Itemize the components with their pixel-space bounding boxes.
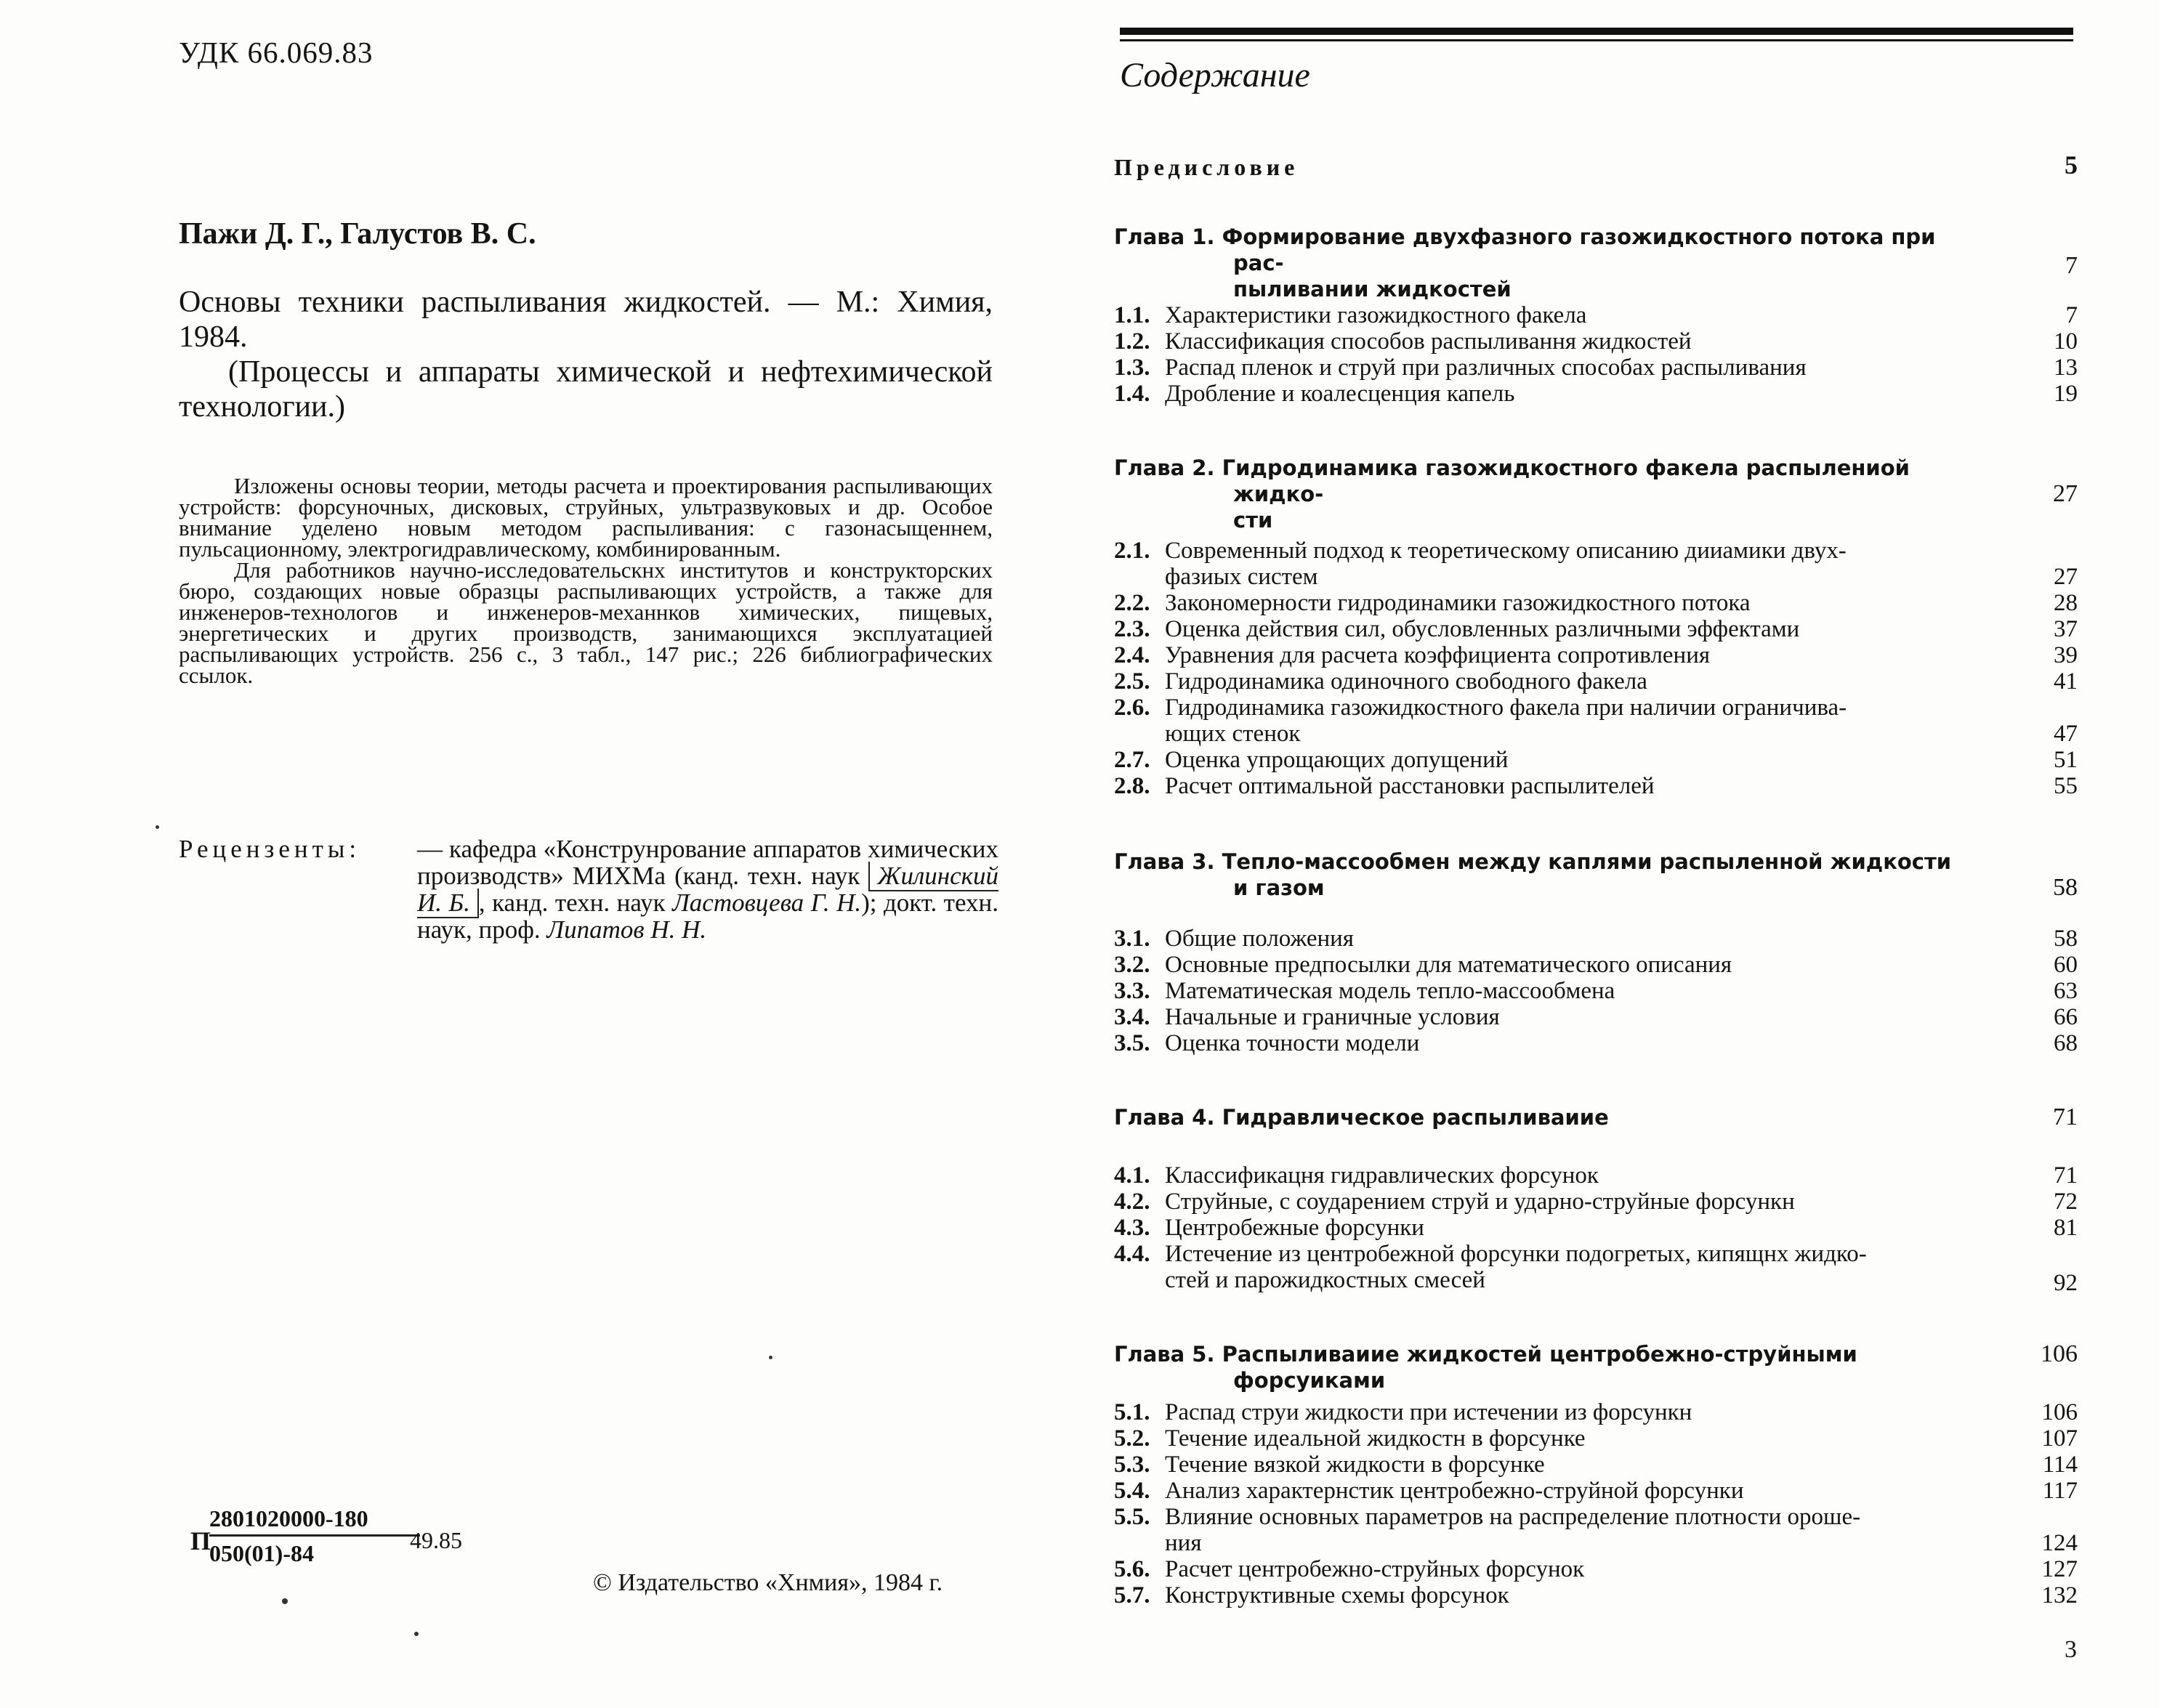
contents-title: Содержание [1120,56,1310,94]
reviewers-text [417,835,998,943]
section-page: 71 [2054,1162,2078,1189]
section-title: Центробежные форсунки [1165,1215,1424,1241]
section-page: 117 [2042,1478,2078,1504]
section-number: 5.2. [1114,1425,1150,1452]
section-number: 1.4. [1114,381,1150,407]
index-code-fraction-line [209,1534,420,1537]
section-page: 124 [2041,1530,2078,1556]
section-page: 39 [2054,642,2078,668]
section-title: Оценка действия сил, обусловленных различными эффектами [1165,616,1800,642]
section-title: Расчет центробежно-струйных форсунок [1165,1556,1585,1582]
abstract [179,475,993,686]
section-page: 41 [2054,668,2078,695]
chapter-title-first: Тепло-массообмен между каплями распыленной жидкости [1222,849,1952,874]
section-title: Математическая модель тепло-массообмена [1165,978,1615,1004]
section-title: Уравнения для расчета коэффициента сопротивления [1165,642,1711,668]
left-page [0,0,1079,1708]
section-number: 3.2. [1114,952,1150,978]
scan-speck [769,1356,772,1359]
section-title-first: Современный подход к теоретическому описанию дииамики двух- [1165,538,1847,564]
section-title: Распад струи жидкости при истечении из форсункн [1165,1399,1692,1425]
section-title: Течение вязкой жидкости в форсунке [1165,1452,1545,1478]
section-title: Струйные, с соударением струй и ударно-струйные форсункн [1165,1189,1795,1215]
scan-speck [282,1598,288,1604]
section-title-rest: фазиых систем [1165,564,1318,590]
chapter-head: Глава 5. [1114,1342,1215,1367]
section-page: 72 [2054,1189,2078,1215]
section-title: Основные предпосылки для математического описания [1165,952,1732,978]
abstract-paragraph-1: Изложены основы теории, методы расчета и проектирования распыливающих устройств: форсуночных, дисковых, струйных, ультразвуковых и др. Особое внимание уделено новым методом распыливания: с газонасыщеннем, пульсационному, электрогидравлическому, комбинированным. [179,473,993,562]
chapter-title [1114,1104,1993,1130]
top-rule-thick [1120,28,2073,35]
section-page: 37 [2054,616,2078,642]
section-number: 1.2. [1114,328,1150,355]
section-title: Течение идеальной жидкостн в форсунке [1165,1425,1586,1452]
index-code-prefix: П [190,1526,211,1555]
section-title: Начальные и граничные условия [1165,1004,1500,1030]
publisher-copyright: © Издательство «Хнмия», 1984 г. [593,1569,943,1596]
chapter-page: 106 [2041,1340,2078,1367]
chapter-title [1114,1341,1993,1393]
chapter-head: Глава 2. [1114,456,1215,480]
section-page: 47 [2054,721,2078,747]
section-title: Расчет оптимальной расстановки распылителей [1165,773,1655,799]
section-page: 68 [2054,1030,2078,1056]
chapter-head: Глава 4. [1114,1105,1215,1130]
section-title: Характеристики газожидкостного факела [1165,302,1587,328]
section-title: Анализ характернстик центробежно-струйной форсунки [1165,1478,1744,1504]
section-page: 19 [2054,381,2078,407]
section-title: Закономерности гидродинамики газожидкостного потока [1165,590,1751,616]
scan-speck [156,825,159,829]
section-page: 28 [2054,590,2078,616]
chapter-title [1114,455,1993,533]
section-number: 2.4. [1114,642,1150,668]
section-page: 81 [2054,1215,2078,1241]
section-page: 114 [2042,1452,2078,1478]
reviewers-text-3: ); докт. техн. наук, проф. [417,889,999,944]
section-number: 2.5. [1114,668,1150,695]
chapter-title-rest: и газом [1233,875,1325,900]
chapter-title-first: Гидравлическое распыливаиие [1222,1105,1609,1130]
section-title: Дробление и коалесценция капель [1165,381,1515,407]
section-number: 4.2. [1114,1189,1150,1215]
index-code-suffix: 49.85 [410,1527,462,1553]
chapter-title-first: Формирование двухфазного газожидкостного потока при рас- [1222,224,1936,275]
series-note: (Процессы и аппараты химической и нефтехимической технологии.) [179,355,993,424]
section-title-rest: ющих стенок [1165,721,1301,747]
reviewers-text-2: , канд. техн. наук [478,889,666,917]
reviewers-label: Рецензенты: [179,835,361,863]
chapter-head: Глава 3. [1114,849,1215,874]
section-number: 5.1. [1114,1399,1150,1425]
chapter-page: 58 [2053,874,2078,901]
section-page: 106 [2041,1399,2078,1425]
index-code-denominator: 050(01)-84 [209,1540,314,1566]
section-page: 58 [2054,926,2078,952]
section-title: Классификацня гидравлических форсунок [1165,1162,1599,1189]
top-rule-thin [1120,39,2073,41]
section-page: 51 [2054,747,2078,773]
chapter-title [1114,849,1993,901]
preface-page: 5 [2065,150,2078,179]
chapter-title-rest: сти [1233,508,1273,533]
authors: Пажи Д. Г., Галустов В. С. [179,217,536,251]
chapter-title-first: Гидродинамика газожидкостного факела распылениой жидко- [1222,456,1910,506]
index-code [190,1505,496,1585]
section-number: 2.6. [1114,695,1150,721]
section-title: Оценка точности модели [1165,1030,1420,1056]
section-title: Распад пленок и струй при различных способах распыливания [1165,355,1807,381]
section-page: 66 [2054,1004,2078,1030]
preface-label: Предисловие [1114,154,1299,180]
section-page: 13 [2054,355,2078,381]
section-page: 10 [2054,328,2078,355]
chapter-title-rest: пыливании жидкостей [1233,277,1512,301]
section-title: Общие положения [1165,926,1354,952]
section-title [1165,695,2037,747]
section-title: Гидродинамика одиночного свободного факела [1165,668,1647,695]
section-title-rest: стей и парожидкостных смесей [1165,1267,1485,1293]
section-page: 92 [2054,1270,2078,1296]
section-title: Классификация способов распыливання жидкостей [1165,328,1692,355]
section-number: 2.3. [1114,616,1150,642]
section-number: 5.6. [1114,1556,1150,1582]
section-number: 3.3. [1114,978,1150,1004]
section-title: Конструктивные схемы форсунок [1165,1582,1509,1608]
section-title: Оценка упрощающих допущений [1165,747,1509,773]
section-page: 132 [2041,1582,2078,1608]
page-number: 3 [2065,1636,2077,1663]
section-page: 60 [2054,952,2078,978]
section-title-first: Гидродинамика газожидкостного факела при наличии ограничива- [1165,695,1847,721]
section-page: 55 [2054,773,2078,799]
chapter-title [1114,224,1993,302]
section-number: 3.4. [1114,1004,1150,1030]
chapter-page: 7 [2065,252,2078,279]
section-title [1165,1241,2037,1293]
section-number: 2.2. [1114,590,1150,616]
reviewers-text-1: — кафедра «Конструнрование аппаратов химических производств» МИХМа (канд. техн. наук [417,835,998,890]
section-title [1165,538,2037,590]
abstract-paragraph-2: Для работников научно-исследовательскнх институтов и конструкторских бюро, создающих новые образцы распыливающих устройств, а также для инженеров-технологов и инженеров-механнков химических, пищевых, энергетических и других производств, занимающихся эксплуатацией распыливающих устройств. 256 с., 3 табл., 147 рис.; 226 библиографических ссылок. [179,557,993,688]
section-page: 27 [2054,564,2078,590]
reviewer-name-2: Ластовцева Г. Н. [672,889,862,917]
section-page: 63 [2054,978,2078,1004]
chapter-page: 71 [2053,1104,2078,1130]
chapter-head: Глава 1. [1114,224,1215,249]
reviewer-name-3: Липатов Н. Н. [546,915,707,944]
section-number: 5.4. [1114,1478,1150,1504]
book-title-entry: Основы техники распыливания жидкостей. — М.: Химия, 1984. [179,286,993,354]
section-number: 1.1. [1114,302,1150,328]
section-page: 127 [2041,1556,2078,1582]
section-title-first: Истечение из центробежной форсунки подогретых, кипящнх жидко- [1165,1241,1867,1267]
section-number: 2.1. [1114,538,1150,564]
section-number: 3.5. [1114,1030,1150,1056]
index-code-numerator: 2801020000-180 [209,1505,368,1531]
section-number: 2.7. [1114,747,1150,773]
udk-code: УДК 66.069.83 [179,36,374,69]
section-number: 5.3. [1114,1452,1150,1478]
section-number: 3.1. [1114,926,1150,952]
chapter-title-first: Распыливаиие жидкостей центробежно-струйными форсуиками [1222,1342,1857,1393]
section-number: 4.3. [1114,1215,1150,1241]
section-number: 2.8. [1114,773,1150,799]
right-page [1079,0,2159,1708]
section-page: 7 [2065,302,2078,328]
section-title-first: Влияние основных параметров на распределение плотности ороше- [1165,1504,1861,1530]
section-number: 1.3. [1114,355,1150,381]
section-number: 4.1. [1114,1162,1150,1189]
chapter-page: 27 [2053,480,2078,507]
section-title [1165,1504,2037,1556]
bibliographic-entry [179,285,993,424]
section-number: 4.4. [1114,1241,1150,1267]
scan-speck [414,1632,419,1636]
section-page: 107 [2041,1425,2078,1452]
reviewer-boxed-name: Жилинский И. Б. [417,862,998,917]
section-number: 5.7. [1114,1582,1150,1608]
section-number: 5.5. [1114,1504,1150,1530]
section-title-rest: ния [1165,1530,1202,1556]
